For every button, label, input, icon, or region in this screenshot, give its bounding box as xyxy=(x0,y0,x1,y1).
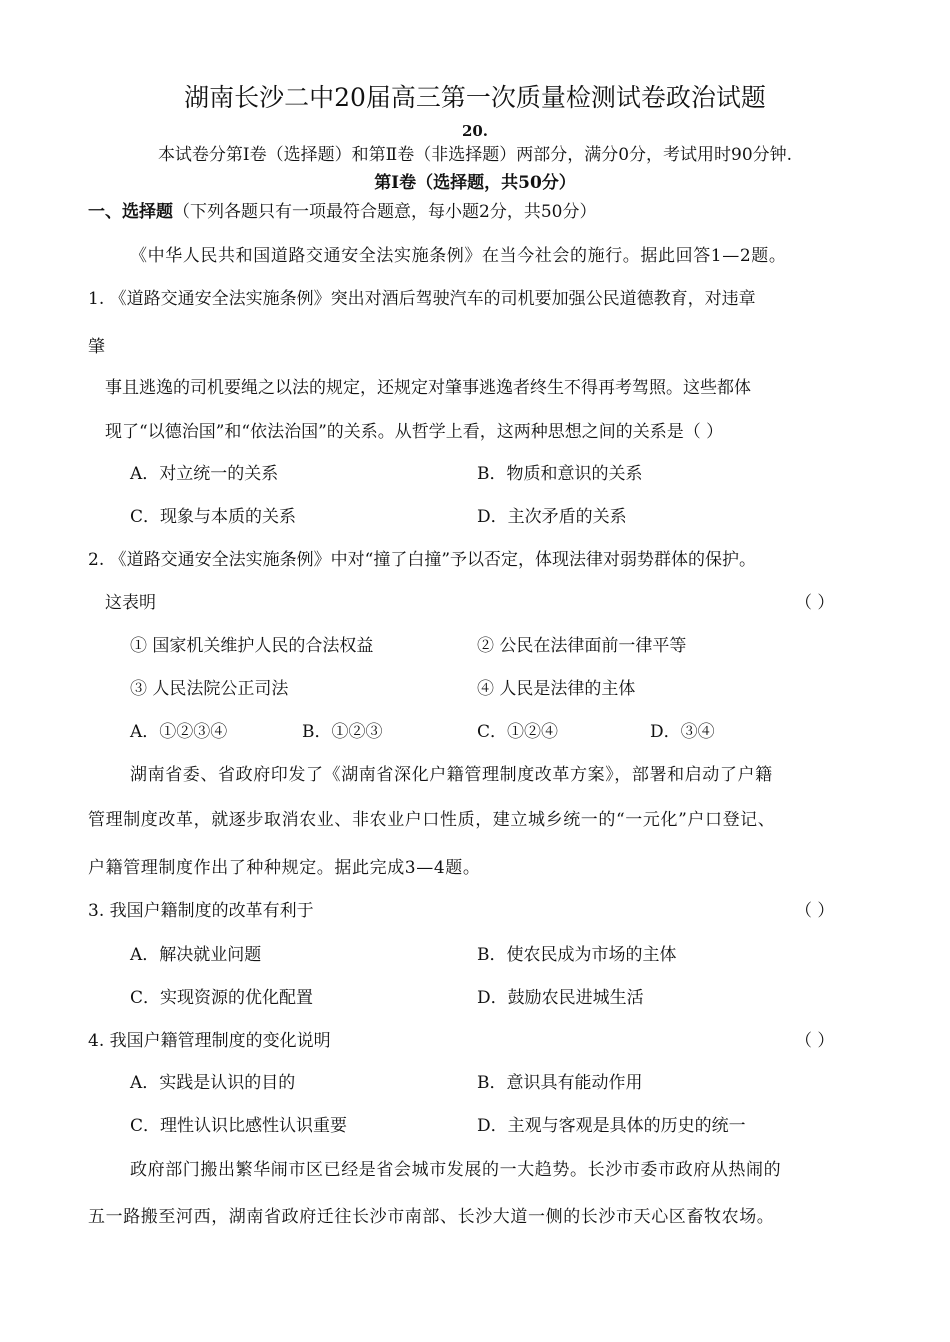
passage-2-line2: 管理制度改革，就逐步取消农业、非农业户口性质，建立城乡统一的“一元化”户口登记、 xyxy=(88,810,776,830)
q3-option-a: A．解决就业问题 xyxy=(130,945,262,965)
q1-option-c: C．现象与本质的关系 xyxy=(130,507,297,527)
q3-stem: 3. 我国户籍制度的改革有利于 xyxy=(88,901,314,921)
section1-instruction: （下列各题只有一项最符合题意，每小题2分，共50分） xyxy=(173,202,597,222)
q3-option-d: D．鼓励农民进城生活 xyxy=(477,988,644,1008)
q2-option-c: C．①②④ xyxy=(477,722,559,742)
q2-stem-line2: 这表明 xyxy=(105,593,156,613)
passage-3-line1: 政府部门搬出繁华闹市区已经是省会城市发展的一大趋势。长沙市委市政府从热闹的 xyxy=(130,1160,782,1180)
section1-label: 一、选择题 xyxy=(88,202,173,222)
q2-stem-line1: 2. 《道路交通安全法实施条例》中对“撞了白撞”予以否定，体现法律对弱势群体的保护。 xyxy=(88,550,757,570)
q2-option-b: B．①②③ xyxy=(302,722,383,742)
q4-option-d: D．主观与客观是具体的历史的统一 xyxy=(477,1116,746,1136)
q1-stem-line4: 现了“以德治国”和“依法治国”的关系。从哲学上看，这两种思想之间的关系是（ ） xyxy=(105,422,724,442)
q1-stem-line3: 事且逃逸的司机要绳之以法的规定，还规定对肇事逃逸者终生不得再考驾照。这些都体 xyxy=(105,378,751,398)
part1-heading: 第Ⅰ卷（选择题，共50分） xyxy=(374,173,576,193)
q1-option-b: B．物质和意识的关系 xyxy=(477,464,643,484)
q4-option-c: C．理性认识比感性认识重要 xyxy=(130,1116,348,1136)
q1-option-a: A．对立统一的关系 xyxy=(130,464,279,484)
q2-option-d: D．③④ xyxy=(650,722,715,742)
q2-item-3: ③ 人民法院公正司法 xyxy=(130,679,289,699)
q3-option-c: C．实现资源的优化配置 xyxy=(130,988,314,1008)
q1-stem-line2: 肇 xyxy=(88,337,105,357)
q4-stem: 4. 我国户籍管理制度的变化说明 xyxy=(88,1031,331,1051)
exam-intro: 本试卷分第Ⅰ卷（选择题）和第Ⅱ卷（非选择题）两部分，满分0分，考试用时90分钟. xyxy=(157,145,793,165)
q4-option-b: B．意识具有能动作用 xyxy=(477,1073,643,1093)
q1-option-d: D．主次矛盾的关系 xyxy=(477,507,627,527)
q3-answer-paren: （ ） xyxy=(795,901,835,921)
q4-option-a: A．实践是认识的目的 xyxy=(130,1073,296,1093)
q4-answer-paren: （ ） xyxy=(795,1031,835,1051)
passage-3-line2: 五一路搬至河西，湖南省政府迁往长沙市南部、长沙大道一侧的长沙市天心区畜牧农场。 xyxy=(88,1207,775,1227)
exam-subtitle: 20. xyxy=(461,122,489,140)
q2-item-2: ② 公民在法律面前一律平等 xyxy=(477,636,687,656)
q1-stem-line1: 1. 《道路交通安全法实施条例》突出对酒后驾驶汽车的司机要加强公民道德教育，对违章 xyxy=(88,289,756,309)
q2-option-a: A．①②③④ xyxy=(130,722,228,742)
passage-1: 《中华人民共和国道路交通安全法实施条例》在当今社会的施行。据此回答1—2题。 xyxy=(130,246,787,266)
exam-title: 湖南长沙二中20届高三第一次质量检测试卷政治试题 xyxy=(184,83,766,112)
q2-answer-paren: （ ） xyxy=(795,593,835,613)
q2-item-1: ① 国家机关维护人民的合法权益 xyxy=(130,636,374,656)
passage-2-line3: 户籍管理制度作出了种种规定。据此完成3—4题。 xyxy=(88,858,481,878)
section1-heading xyxy=(88,200,596,224)
q2-item-4: ④ 人民是法律的主体 xyxy=(477,679,636,699)
passage-2-line1: 湖南省委、省政府印发了《湖南省深化户籍管理制度改革方案》，部署和启动了户籍 xyxy=(130,765,773,785)
q3-option-b: B．使农民成为市场的主体 xyxy=(477,945,677,965)
